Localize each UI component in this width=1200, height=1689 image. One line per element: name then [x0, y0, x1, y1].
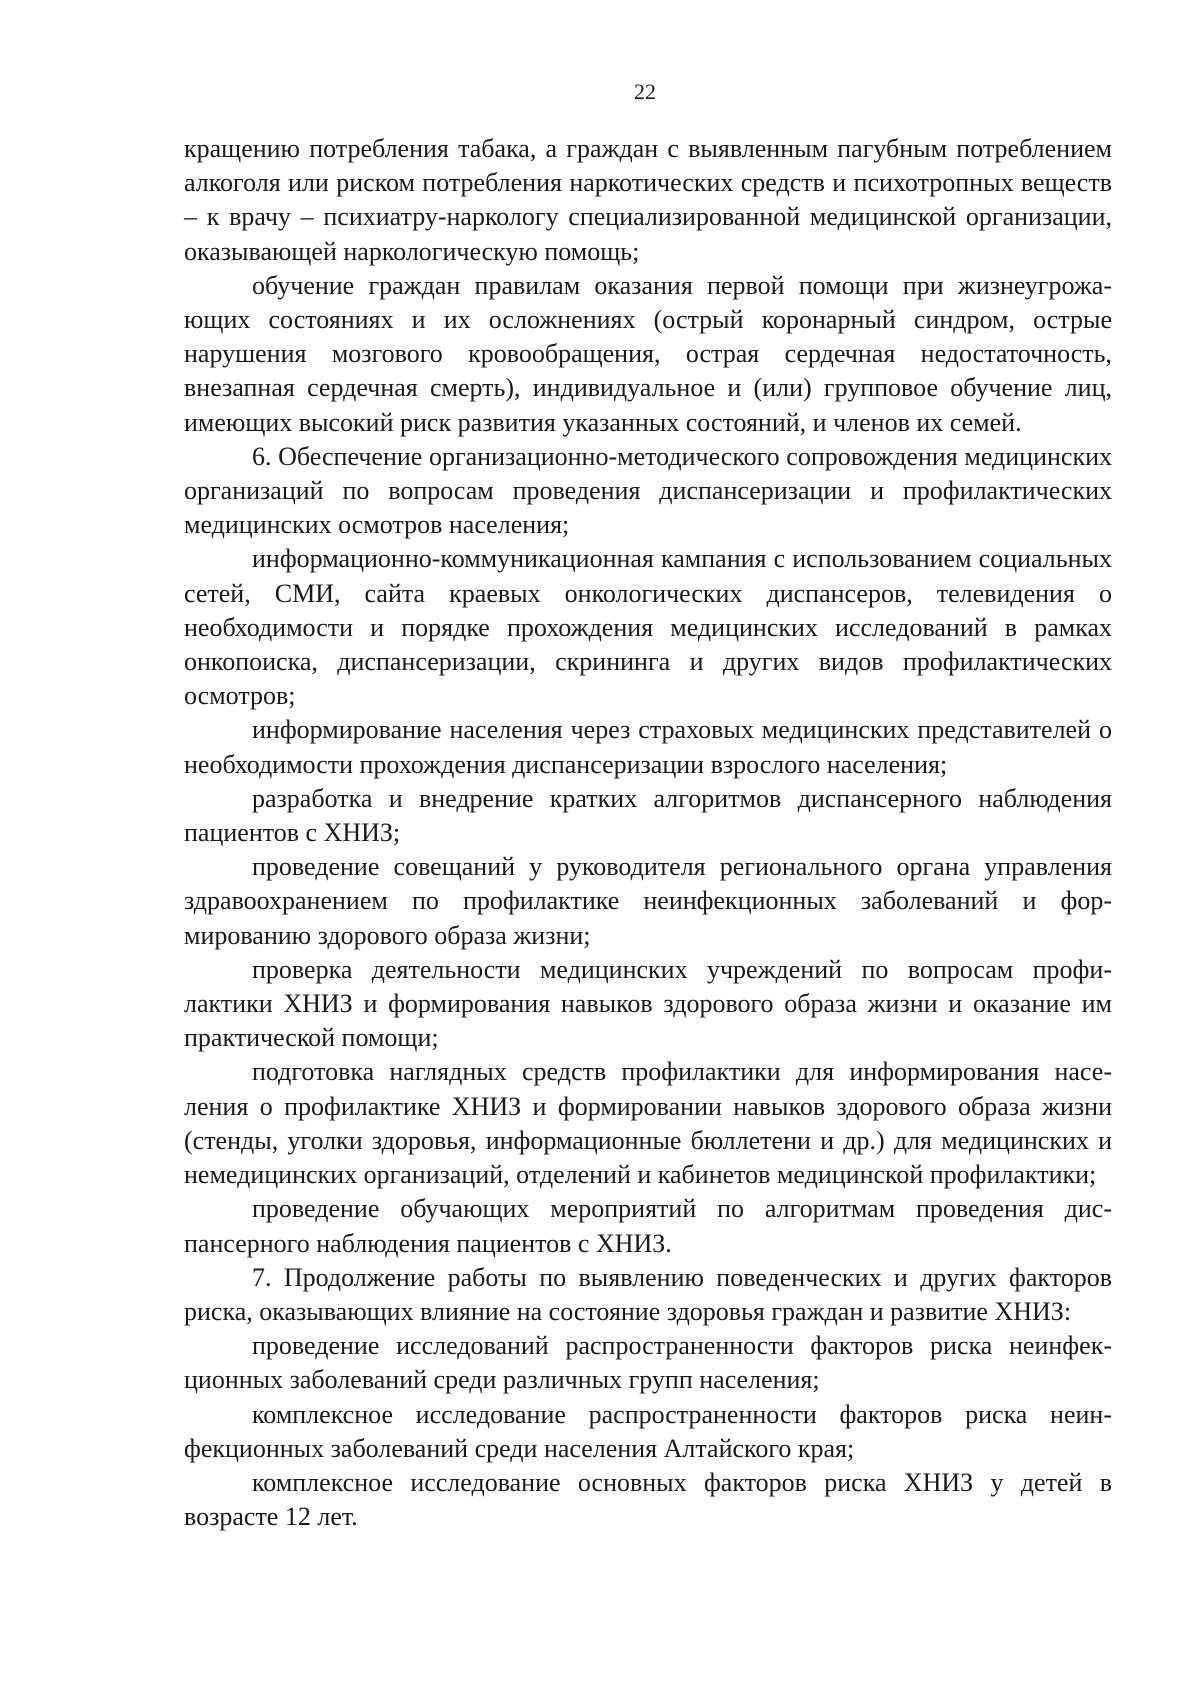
page-number: 22: [634, 79, 656, 104]
document-paragraph: информационно-коммуникационная кампания с использованием социальных сетей, СМИ, сайта краевых онкологических диспансеров, телевидения о необходимости и порядке прохождения медицинских исследований в рамках онкопоиска, диспансеризации, скрининга и других видов профилактических осмотров;: [184, 544, 1112, 711]
document-paragraph: проведение исследований распространенности факторов риска неинфекционных заболеваний среди различных групп населения;: [184, 1331, 1112, 1395]
document-paragraph: информирование населения через страховых медицинских представителей о необходимости прохождения диспансеризации взрослого населения;: [184, 715, 1112, 779]
document-paragraph: обучение граждан правилам оказания первой помощи при жизнеугрожающих состояниях и их осложнениях (острый коронарный синдром, острые нарушения мозгового кровообращения, острая сердечная недостаточность, внезапная сердечная смерть), индивидуальное и (или) групповое обучение лиц, имеющих высокий риск развития указанных состояний, и членов их семей.: [184, 270, 1112, 437]
document-paragraph: подготовка наглядных средств профилактики для информирования населения о профилактике ХНИЗ и формировании навыков здорового образа жизни (стенды, уголки здоровья, информационные бюллетени и др.) для медицинских и немедицинских организаций, отделений и кабинетов медицинской профилактики;: [184, 1057, 1112, 1190]
document-paragraph: кращению потребления табака, а граждан с выявленным пагубным потреблением алкоголя или риском потребления наркотических средств и психотропных веществ – к врачу – психиатру-наркологу специализированной медицинской организации, оказывающей наркологическую помощь;: [184, 134, 1112, 266]
document-paragraph: 6. Обеспечение организационно-методического сопровождения медицинских организаций по вопросам проведения диспансеризации и профилактических медицинских осмотров населения;: [184, 441, 1112, 540]
document-paragraph: 7. Продолжение работы по выявлению поведенческих и других факторов риска, оказывающих влияние на состояние здоровья граждан и развитие ХНИЗ:: [184, 1262, 1112, 1326]
document-paragraph: комплексное исследование распространенности факторов риска неинфекционных заболеваний среди населения Алтайского края;: [184, 1399, 1112, 1463]
document-paragraph: проведение обучающих мероприятий по алгоритмам проведения диспансерного наблюдения пациентов с ХНИЗ.: [184, 1194, 1112, 1258]
document-paragraph: проведение совещаний у руководителя регионального органа управления здравоохранением по профилактике неинфекционных заболеваний и формированию здорового образа жизни;: [184, 852, 1112, 950]
document-body: [184, 132, 1112, 1534]
document-paragraph: разработка и внедрение кратких алгоритмов диспансерного наблюдения пациентов с ХНИЗ;: [184, 783, 1112, 848]
document-paragraph: проверка деятельности медицинских учреждений по вопросам профилактики ХНИЗ и формирования навыков здорового образа жизни и оказание им практической помощи;: [184, 954, 1112, 1053]
document-paragraph: комплексное исследование основных факторов риска ХНИЗ у детей в возрасте 12 лет.: [184, 1467, 1112, 1532]
